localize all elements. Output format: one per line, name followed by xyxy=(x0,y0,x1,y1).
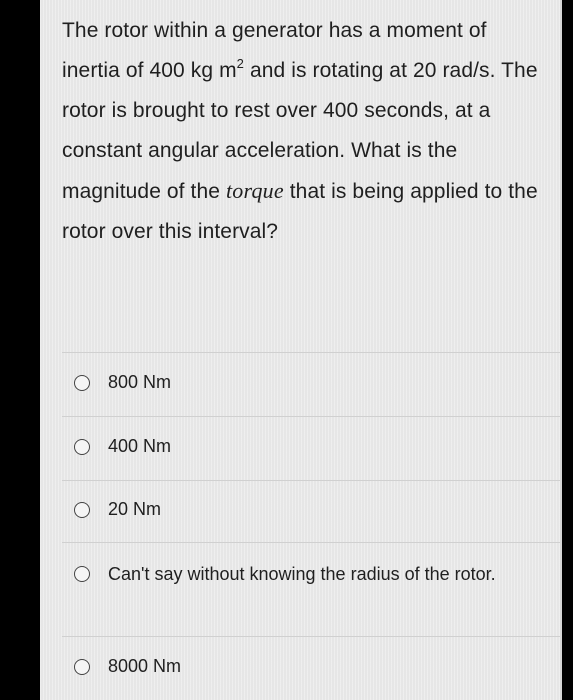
answer-label-400-nm: 400 Nm xyxy=(108,436,172,456)
radio-unselected-icon[interactable] xyxy=(74,659,90,675)
answer-option-400-nm[interactable] xyxy=(62,416,560,481)
radio-unselected-icon[interactable] xyxy=(74,502,90,518)
radio-unselected-icon[interactable] xyxy=(74,439,90,455)
answer-option-20-nm[interactable] xyxy=(62,480,560,543)
answer-label-20-nm: 20 Nm xyxy=(108,499,162,519)
question-part-1: The rotor within a generator has a moment of inertia of 400 kg m xyxy=(62,19,487,82)
radio-unselected-icon[interactable] xyxy=(74,566,90,582)
answer-label-8000-nm: 8000 Nm xyxy=(108,656,182,676)
question-card xyxy=(40,0,562,700)
question-part-3: that is being applied to the rotor over this interval? xyxy=(62,180,538,243)
exponent-2: 2 xyxy=(236,56,245,71)
question-part-2: and is rotating at 20 rad/s. The rotor is brought to rest over 400 seconds, at a constant angular acceleration. What is the magnitude of the xyxy=(62,59,538,203)
answer-label-800-nm: 800 Nm xyxy=(108,372,172,392)
answer-option-800-nm[interactable] xyxy=(62,352,560,417)
answer-option-cant-say[interactable] xyxy=(62,542,560,637)
answer-option-8000-nm[interactable] xyxy=(62,636,560,700)
question-text xyxy=(62,11,550,252)
torque-emphasis: torque xyxy=(225,178,284,203)
answer-label-cant-say: Can't say without knowing the radius of the rotor. xyxy=(108,564,496,584)
radio-unselected-icon[interactable] xyxy=(74,375,90,391)
